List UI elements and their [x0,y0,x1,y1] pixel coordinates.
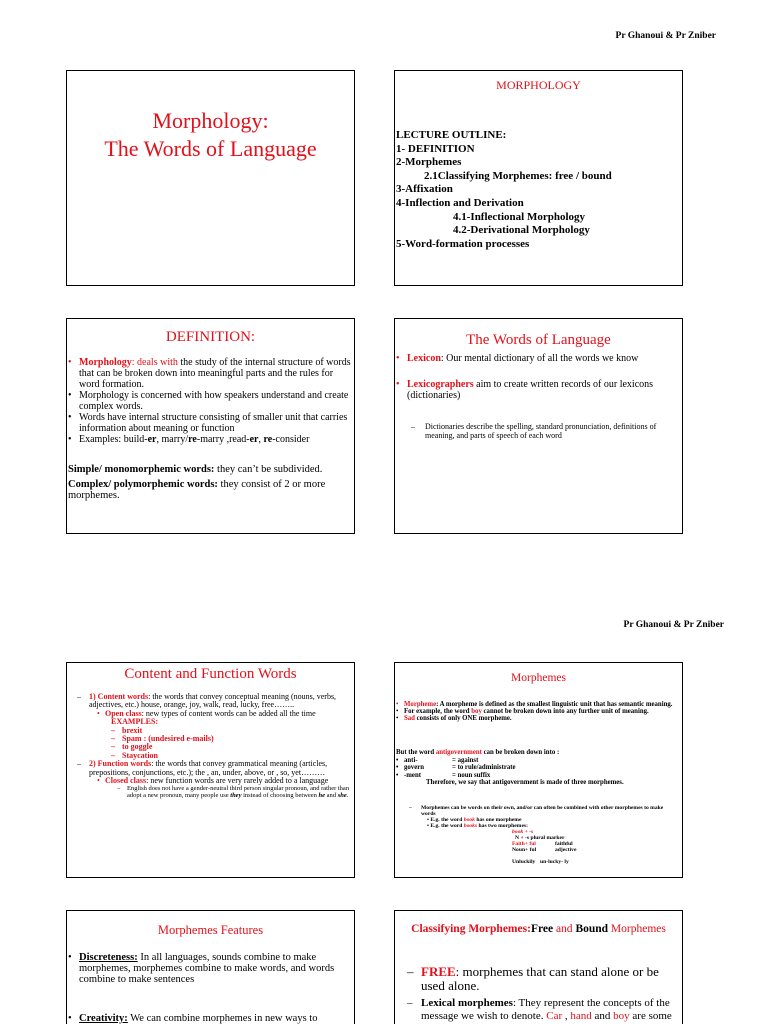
slide-heading: Morphemes [511,672,566,684]
word-types [68,464,352,502]
slide-definition [66,318,355,534]
slide-morphemes: Morphemes • Morpheme: A morpheme is defined as the smallest linguistic unit that has semantic meaning. • For example, the word boy cannot be broken down into any further unit of meaning. • Sad consists of only ONE morpheme. But the word antigovernment can be broken down into : • anti- = against • govern = to rule/administrate • -ment = noun suffix Therefore, we say that antigovernment is made of three morphemes. – Morphemes can be words on their own, and/or can often be combined with other morphemes to make words • E.g. the word book has one morpheme • E.g. the word books has two morphemes: book + -s N + -s plural marker Faith+ ful faithful Noun+ ful adjective Unluckily un-lucky- ly [394,662,683,878]
list-item: • Lexicographers aim to create written records of our lexicons (dictionaries) [396,379,678,401]
list-item: • Morphology: deals with the study of the internal structure of words that can be broken down into meaningful parts and the rules for word formation. [68,357,352,390]
list-item: • Lexicon: Our mental dictionary of all the words we know [396,353,678,364]
list-item: – FREE: morphemes that can stand alone or be used alone. [407,965,678,993]
list-item: • For example, the word boy cannot be broken down into any further unit of meaning. [396,708,678,715]
lecture-outline: LECTURE OUTLINE: 1- DEFINITION 2-Morphemes 2.1Classifying Morphemes: free / bound 3-Affixation 4-Inflection and Derivation 4.1-Inflectional Morphology 4.2-Derivational Morphology 5-Word-formation processes [396,129,612,250]
slide-heading: The Words of Language [466,332,611,348]
list-item: – English does not have a gender-neutral third person singular pronoun, and rather than adopt a new pronoun, many people use they instead of choosing between he and she. [117,785,352,799]
slide-heading: Morphemes Features [157,923,264,937]
list-item: • Examples: build-er, marry/re-marry ,read-er, re-consider [68,434,352,445]
slide-content-function: Content and Function Words – 1) Content words: the words that convey conceptual meaning (nouns, verbs, adjectives, etc.) house, orange, joy, walk, read, lucky, free…….. • Open class: new types of content words can be added all the time EXAMPLES: – brexit – Spam : (undesired e-mails) – to goggle – Staycation – 2) Function words: the words that convey grammatical meaning (articles, prepositions, conjunctions, etc.); the , an, under, above, or , so, yet……… • Closed class: new function words are very rarely added to a language – English does not have a gender-neutral third person singular pronoun, and rather than adopt a new pronoun, many people use they instead of choosing between he and she. [66,662,355,878]
list-item: • Closed class: new function words are very rarely added to a language [97,776,329,786]
page-header: Pr Ghanoui & Pr Zniber [615,31,716,41]
list-item: • Words have internal structure consisting of smaller unit that carries information about meaning or function [68,412,352,434]
list-item: – Morphemes can be words on their own, and/or can often be combined with other morphemes to make words [409,805,678,817]
slide-heading: Classifying Morphemes:Free and Bound Morphemes [411,923,666,935]
slide-heading: DEFINITION: [165,329,256,345]
page-header: Pr Ghanoui & Pr Zniber [623,620,724,630]
definition-list [68,357,352,445]
list-item: • Morpheme: A morpheme is defined as the smallest linguistic unit that has semantic meaning. [396,701,678,708]
list-item: • Creativity: We can combine morphemes in new ways to [68,1013,350,1024]
list-item: • Morphology is concerned with how speakers understand and create complex words. [68,390,352,412]
list-item: – 1) Content words: the words that convey conceptual meaning (nouns, verbs, adjectives, etc.) house, orange, joy, walk, read, lucky, free…….. [77,693,352,710]
slide-heading: Content and Function Words [124,666,297,682]
slide-free-bound [394,910,683,1024]
slide-outline [394,70,683,286]
simple-words: Simple/ monomorphemic words: they can’t be subdivided. [68,464,323,475]
slide-title [66,70,355,286]
list-item: – Dictionaries describe the spelling, standard pronunciation, definitions of meaning, and parts of speech of each word [411,423,674,440]
list-item: • E.g. the word book has one morpheme [427,817,522,823]
list-item: – Lexical morphemes: They represent the concepts of the message we wish to denote. Car , hand and boy are some [407,997,678,1022]
list-item: • E.g. the word books has two morphemes: [427,823,528,829]
list-item: – 2) Function words: the words that convey grammatical meaning (articles, prepositions, conjunctions, etc.); the , an, under, above, or , so, yet……… [77,760,352,777]
slide-words-of-language [394,318,683,534]
complex-words: Complex/ polymorphemic words: they consist of 2 or more morphemes. [68,478,326,501]
slide-heading: MORPHOLOGY [496,78,581,92]
list-item: • Discreteness: In all languages, sounds combine to make morphemes, morphemes combine to make words, and words combine to make sentences [68,952,350,985]
list-item: • Sad consists of only ONE morpheme. [396,715,678,722]
list-item: • Open class: new types of content words can be added all the time [97,708,316,718]
slide-morphemes-features [66,910,355,1024]
slide-title-text: Morphology: The Words of Language [104,108,317,161]
